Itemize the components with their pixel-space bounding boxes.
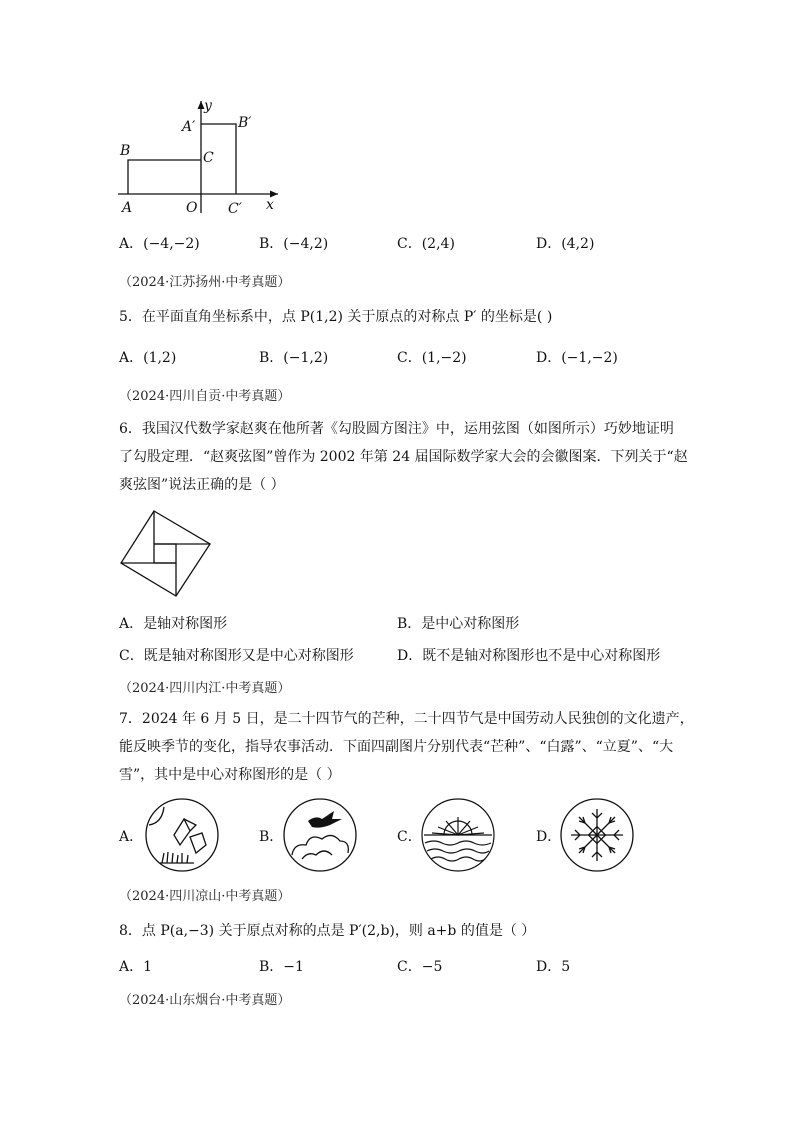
label-A: A xyxy=(122,200,133,216)
label-C: C xyxy=(203,150,214,166)
q6-question-line-1: 6．我国汉代数学家赵爽在他所著《勾股圆方图注》中，运用弦图（如图所示）巧妙地证明 xyxy=(119,421,674,437)
q5-option-d: D．(−1,−2) xyxy=(536,350,618,366)
q6-question-line-3: 爽弦图”说法正确的是（ ） xyxy=(119,477,285,493)
q5-option-c: C．(1,−2) xyxy=(397,350,467,366)
label-B-prime: B′ xyxy=(238,115,252,131)
label-x: x xyxy=(266,197,274,213)
q8-question: 8．点 P(a,−3) 关于原点对称的点是 P′(2,b)，则 a+b 的值是（ ） xyxy=(119,923,536,939)
q5-question: 5．在平面直角坐标系中，点 P(1,2) 关于原点的对称点 P′ 的坐标是( ) xyxy=(119,309,553,325)
q7-question-line-1: 7．2024 年 6 月 5 日，是二十四节气的芒种，二十四节气是中国劳动人民独创的文化遗产， xyxy=(119,711,694,727)
label-A-prime: A′ xyxy=(182,119,196,135)
q5-option-b: B．(−1,2) xyxy=(259,350,329,366)
q7-question-line-3: 雪”，其中是中心对称图形的是（ ） xyxy=(119,767,341,783)
q4-option-b: B．(−4,2) xyxy=(259,236,329,252)
q6-question-line-2: 了勾股定理．“赵爽弦图”曾作为 2002 年第 24 届国际数学家大会的会徽图案．下列关于“赵 xyxy=(119,449,688,465)
rectangle-ABCO xyxy=(128,160,201,194)
q4-coordinate-figure xyxy=(110,95,290,220)
q7-option-d: D． xyxy=(536,829,562,845)
q7-option-c: C． xyxy=(397,829,422,845)
q7-source: （2024·四川凉山·中考真题） xyxy=(119,889,291,904)
q8-source: （2024·山东烟台·中考真题） xyxy=(119,993,291,1008)
label-O: O xyxy=(186,200,198,216)
bird-shape xyxy=(308,811,342,828)
q8-option-d: D．5 xyxy=(536,959,571,975)
q5-option-a: A．(1,2) xyxy=(119,350,177,366)
white-dew-icon xyxy=(282,797,358,873)
q8-option-b: B．−1 xyxy=(259,959,304,975)
q4-option-a: A．(−4,−2) xyxy=(119,236,200,252)
q7-option-b: B． xyxy=(259,829,284,845)
q6-option-c: C．既是轴对称图形又是中心对称图形 xyxy=(119,648,354,664)
inner-square xyxy=(154,544,176,563)
q7-option-a: A． xyxy=(119,829,144,845)
q6-option-d: D．既不是轴对称图形也不是中心对称图形 xyxy=(397,648,661,664)
label-B: B xyxy=(120,143,131,159)
outer-square xyxy=(121,511,210,596)
q5-source: （2024·四川自贡·中考真题） xyxy=(119,389,291,404)
grain-in-ear-icon xyxy=(144,797,220,873)
q8-option-a: A．1 xyxy=(119,959,153,975)
label-y: y xyxy=(204,98,212,114)
q6-option-b: B．是中心对称图形 xyxy=(397,616,520,632)
major-snow-icon xyxy=(559,797,635,873)
q4-source: （2024·江苏扬州·中考真题） xyxy=(119,275,291,290)
q4-option-c: C．(2,4) xyxy=(397,236,455,252)
q6-option-a: A．是轴对称图形 xyxy=(119,616,228,632)
q8-option-c: C．−5 xyxy=(397,959,443,975)
zhao-shuang-string-diagram xyxy=(118,508,214,598)
q4-option-d: D．(4,2) xyxy=(536,236,595,252)
q7-question-line-2: 能反映季节的变化，指导农事活动．下面四副图片分别代表“芒种”、“白露”、“立夏”、“大 xyxy=(119,739,674,755)
q6-source: （2024·四川内江·中考真题） xyxy=(119,681,291,696)
start-of-summer-icon xyxy=(420,797,496,873)
label-C-prime: C′ xyxy=(228,201,242,217)
